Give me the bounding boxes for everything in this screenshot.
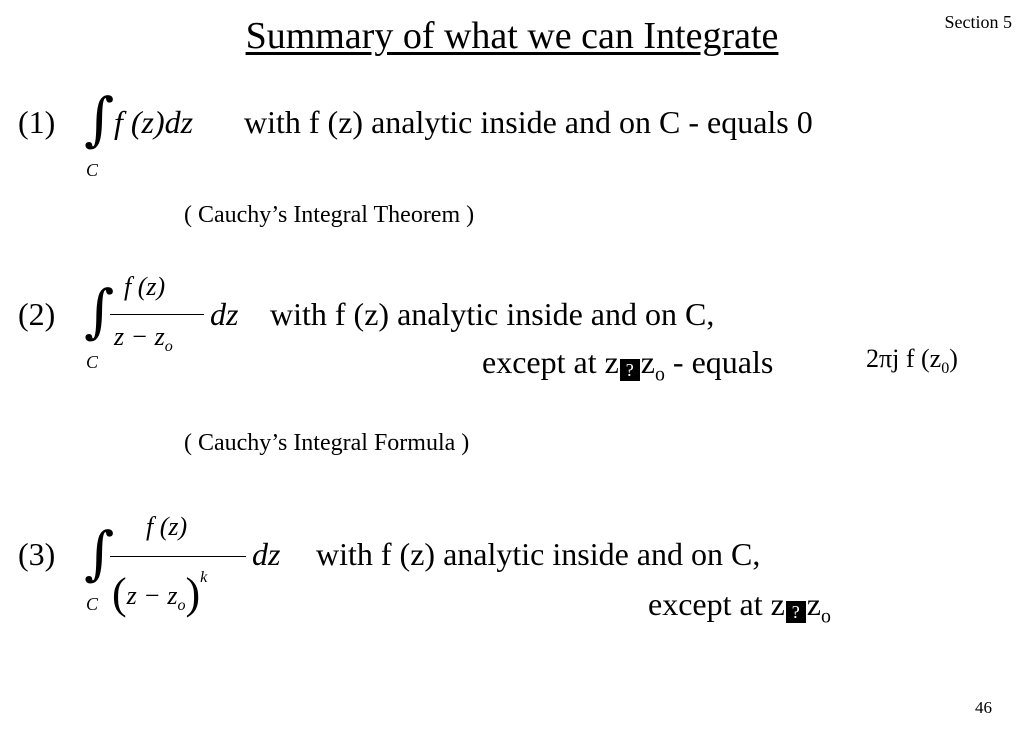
condition-2: with f (z) analytic inside and on C, — [270, 296, 715, 332]
caption-cauchy-theorem: ( Cauchy’s Integral Theorem ) — [184, 202, 475, 228]
integral-sign-1: ∫ — [84, 85, 115, 153]
denominator-3: $(z - z_o)^k$ — [112, 569, 208, 618]
fraction-bar-2 — [110, 314, 204, 315]
differential-2: dz — [210, 296, 239, 332]
except-clause-3: except at z ? $z_o$ — [648, 586, 831, 628]
item-1-label: (1) — [18, 104, 56, 140]
item-2-label: (2) — [18, 296, 56, 332]
missing-glyph-icon: ? — [620, 359, 640, 381]
item-3-label: (3) — [18, 536, 56, 572]
integral-sign-2: ∫ — [84, 277, 115, 345]
integral-contour-2: C — [86, 352, 99, 372]
numerator-3: f (z) — [146, 512, 188, 541]
slide-title: Summary of what we can Integrate — [245, 15, 779, 57]
integral-sign-3: ∫ — [84, 519, 115, 587]
missing-glyph-icon: ? — [786, 601, 806, 623]
condition-1: with f (z) analytic inside and on C - equals 0 — [244, 104, 813, 140]
caption-cauchy-formula: ( Cauchy’s Integral Formula ) — [184, 430, 470, 456]
page-number: 46 — [975, 698, 992, 717]
integral-contour-1: C — [86, 160, 99, 180]
denominator-2: $z - z_o$ — [114, 322, 173, 356]
numerator-2: f (z) — [124, 272, 166, 301]
except-clause-2: except at z ? $z_o$ - equals — [482, 344, 774, 386]
differential-3: dz — [252, 536, 281, 572]
result-2: 2πj f $(z_0)$ — [866, 344, 958, 378]
integral-contour-3: C — [86, 594, 99, 614]
integrand-1: f (z)dz — [114, 104, 194, 140]
condition-3: with f (z) analytic inside and on C, — [316, 536, 761, 572]
section-label: Section 5 — [944, 12, 1012, 32]
fraction-bar-3 — [110, 556, 246, 557]
